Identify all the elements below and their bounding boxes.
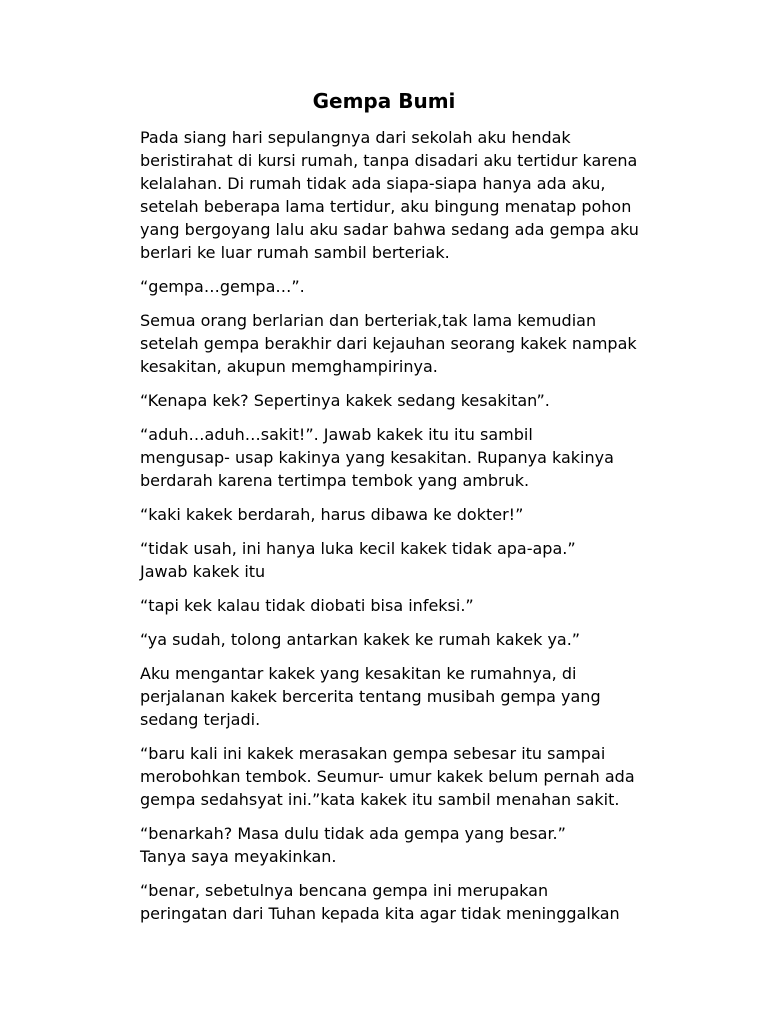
text-line: “kaki kakek berdarah, harus dibawa ke dokter!” — [140, 505, 524, 524]
text-line: Semua orang berlarian dan berteriak,tak lama kemudian — [140, 311, 597, 330]
text-line: Aku mengantar kakek yang kesakitan ke rumahnya, di — [140, 664, 577, 683]
text-line: sedang terjadi. — [140, 710, 261, 729]
text-line: “benar, sebetulnya bencana gempa ini merupakan — [140, 881, 549, 900]
paragraph — [94, 503, 694, 526]
text-line: berdarah karena tertimpa tembok yang ambruk. — [140, 471, 530, 490]
text-line: merobohkan tembok. Seumur- umur kakek belum pernah ada — [140, 767, 635, 786]
text-line: peringatan dari Tuhan kepada kita agar tidak meninggalkan — [140, 904, 620, 923]
text-line: “tapi kek kalau tidak diobati bisa infeksi.” — [140, 596, 474, 615]
text-line: “baru kali ini kakek merasakan gempa sebesar itu sampai — [140, 744, 606, 763]
text-line: perjalanan kakek bercerita tentang musibah gempa yang — [140, 687, 601, 706]
text-line: mengusap- usap kakinya yang kesakitan. Rupanya kakinya — [140, 448, 614, 467]
text-line: setelah gempa berakhir dari kejauhan seorang kakek nampak — [140, 334, 637, 353]
paragraph — [94, 879, 694, 925]
text-line: kelalahan. Di rumah tidak ada siapa-siapa hanya ada aku, — [140, 174, 606, 193]
text-line: “tidak usah, ini hanya luka kecil kakek tidak apa-apa.” — [140, 539, 576, 558]
paragraph — [94, 822, 694, 868]
text-line: “ya sudah, tolong antarkan kakek ke rumah kakek ya.” — [140, 630, 581, 649]
paragraph — [94, 742, 694, 811]
text-line: “benarkah? Masa dulu tidak ada gempa yang besar.” — [140, 824, 566, 843]
paragraph — [94, 537, 694, 583]
document-body — [94, 126, 694, 936]
text-line: Jawab kakek itu — [140, 562, 266, 581]
paragraph — [94, 423, 694, 492]
paragraph — [94, 389, 694, 412]
document-title: Gempa Bumi — [312, 89, 456, 113]
text-line: setelah beberapa lama tertidur, aku bingung menatap pohon — [140, 197, 632, 216]
paragraph — [94, 126, 694, 264]
paragraph — [94, 662, 694, 731]
paragraph — [94, 275, 694, 298]
text-line: gempa sedahsyat ini.”kata kakek itu sambil menahan sakit. — [140, 790, 620, 809]
text-line: “Kenapa kek? Sepertinya kakek sedang kesakitan”. — [140, 391, 550, 410]
text-line: yang bergoyang lalu aku sadar bahwa sedang ada gempa aku — [140, 220, 639, 239]
text-line: kesakitan, akupun memghampirinya. — [140, 357, 438, 376]
text-line: beristirahat di kursi rumah, tanpa disadari aku tertidur karena — [140, 151, 638, 170]
paragraph — [94, 594, 694, 617]
paragraph — [94, 309, 694, 378]
text-line: Pada siang hari sepulangnya dari sekolah aku hendak — [140, 128, 571, 147]
text-line: berlari ke luar rumah sambil berteriak. — [140, 243, 450, 262]
text-line: “gempa…gempa…”. — [140, 277, 305, 296]
paragraph — [94, 628, 694, 651]
text-line: “aduh…aduh…sakit!”. Jawab kakek itu itu sambil — [140, 425, 533, 444]
text-line: Tanya saya meyakinkan. — [140, 847, 337, 866]
